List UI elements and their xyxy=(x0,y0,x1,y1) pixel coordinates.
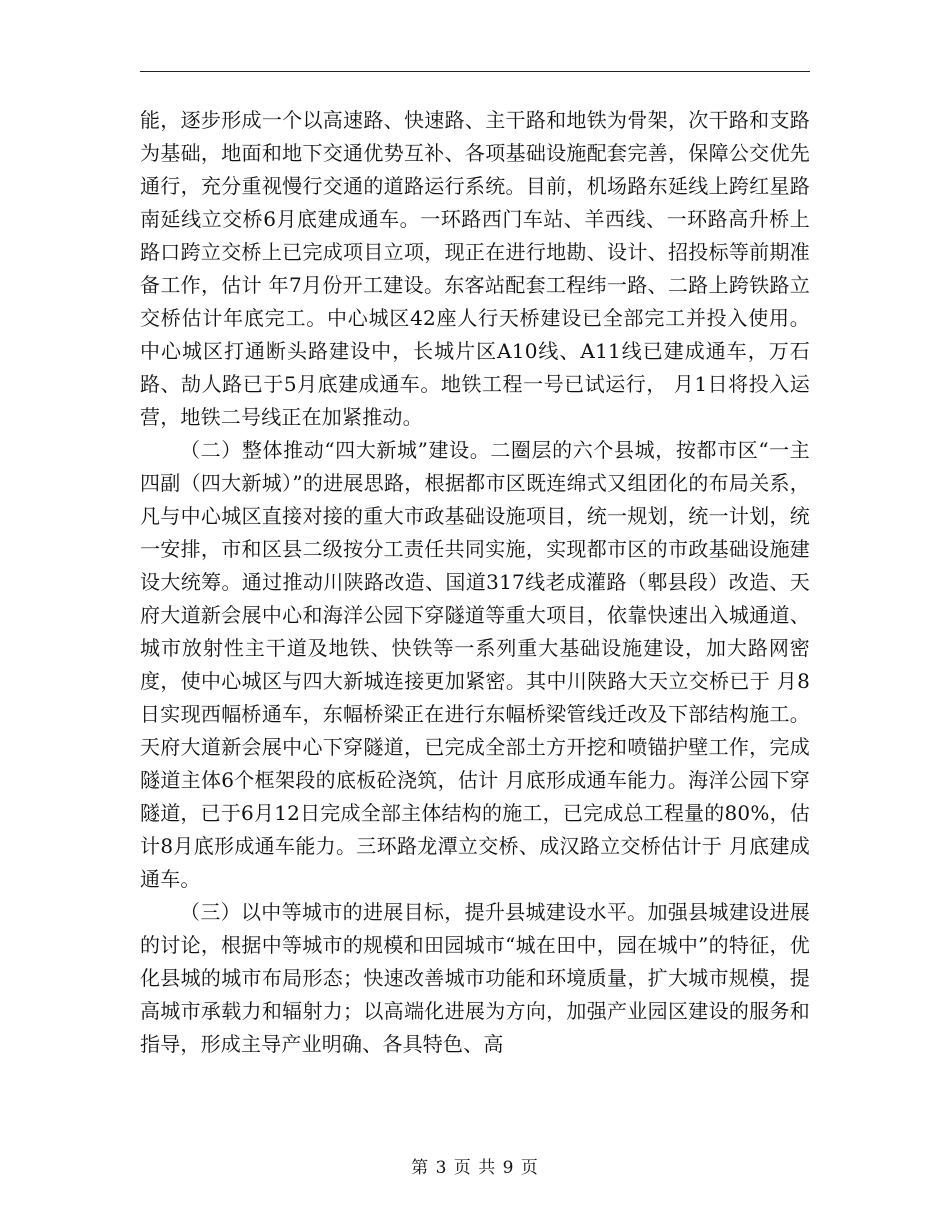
page-number-footer: 第 3 页 共 9 页 xyxy=(411,1158,539,1178)
paragraph-section-3: （三）以中等城市的进展目标，提升县城建设水平。加强县城建设进展的讨论，根据中等城市的规模和田园城市“城在田中，园在城中”的特征，优化县城的城市布局形态；快速改善城市功能和环境质量，扩大城市规模，提高城市承载力和辐射力；以高端化进展为方向，加强产业园区建设的服务和指导，形成主导产业明确、各具特色、高 xyxy=(140,900,810,1056)
header-rule xyxy=(140,71,810,72)
body-text xyxy=(140,104,810,1061)
paragraph-section-2: （二）整体推动“四大新城”建设。二圈层的六个县城，按都市区“一主四副（四大新城）”的进展思路，根据都市区既连绵式又组团化的布局关系，凡与中心城区直接对接的重大市政基础设施项目，统一规划，统一计划，统一安排，市和区县二级按分工责任共同实施，实现都市区的市政基础设施建设大统筹。通过推动川陕路改造、国道317线老成灌路（郫县段）改造、天府大道新会展中心和海洋公园下穿隧道等重大项目，依靠快速出入城通道、城市放射性主干道及地铁、快铁等一系列重大基础设施建设，加大路网密度，使中心城区与四大新城连接更加紧密。其中川陕路大天立交桥已于 月8日实现西幅桥通车，东幅桥梁正在进行东幅桥梁管线迁改及下部结构施工。天府大道新会展中心下穿隧道，已完成全部土方开挖和喷锚护壁工作，完成隧道主体6个框架段的底板砼浇筑，估计 月底形成通车能力。海洋公园下穿隧道，已于6月12日完成全部主体结构的施工，已完成总工程量的80%，估计8月底形成通车能力。三环路龙潭立交桥、成汉路立交桥估计于 月底建成通车。 xyxy=(140,438,810,891)
paragraph-continuation: 能，逐步形成一个以高速路、快速路、主干路和地铁为骨架，次干路和支路为基础，地面和地下交通优势互补、各项基础设施配套完善，保障公交优先通行，充分重视慢行交通的道路运行系统。目前，机场路东延线上跨红星路南延线立交桥6月底建成通车。一环路西门车站、羊西线、一环路高升桥上路口跨立交桥上已完成项目立项，现正在进行地勘、设计、招投标等前期准备工作，估计 年7月份开工建设。东客站配套工程纬一路、二路上跨铁路立交桥估计年底完工。中心城区42座人行天桥建设已全部完工并投入使用。中心城区打通断头路建设中，长城片区A10线、A11线已建成通车，万石路、劼人路已于5月底建成通车。地铁工程一号已试运行， 月1日将投入运营，地铁二号线正在加紧推动。 xyxy=(140,108,810,429)
